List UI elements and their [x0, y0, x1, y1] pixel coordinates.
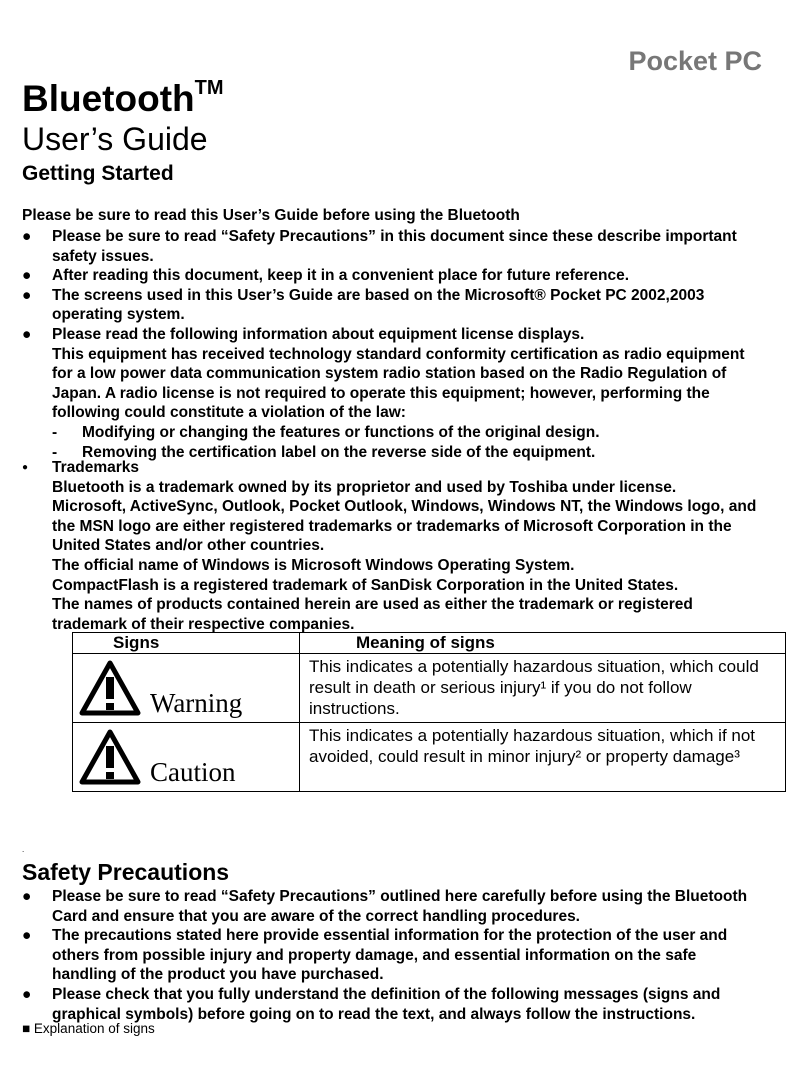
table-row — [73, 723, 786, 792]
list-item — [22, 266, 762, 286]
trademark-line: Microsoft, ActiveSync, Outlook, Pocket Outlook, Windows, Windows NT, the Windows logo, and the MSN logo are either registered trademarks or trademarks of Microsoft Corporation in the United States and/or other countries. — [52, 498, 757, 555]
sign-cell — [73, 723, 300, 792]
bullet-icon: ● — [22, 927, 32, 945]
trademarks-list — [22, 458, 762, 634]
column-header-signs: Signs — [73, 633, 300, 654]
list-item — [22, 325, 762, 462]
explanation-of-signs — [22, 1021, 155, 1036]
table-header-row — [73, 633, 786, 654]
square-bullet-icon: ■ — [22, 1021, 31, 1036]
bullet-icon: ● — [22, 267, 32, 285]
dash-marker: - — [52, 443, 58, 461]
trademark-line: Bluetooth is a trademark owned by its proprietor and used by Toshiba under license. — [52, 478, 677, 496]
title-main: Bluetooth — [22, 78, 195, 119]
caution-triangle-icon — [78, 728, 142, 786]
dash-text: Modifying or changing the features or functions of the original design. — [82, 423, 600, 441]
explanation-text: Explanation of signs — [33, 1021, 155, 1036]
page-title — [22, 78, 224, 120]
table-row — [73, 654, 786, 723]
warning-triangle-icon — [78, 659, 142, 717]
getting-started-list — [22, 227, 762, 462]
list-item — [22, 887, 762, 926]
bullet-icon: ● — [22, 325, 32, 343]
license-detail: This equipment has received technology standard conformity certification as radio equipment for a low power data communication system radio station based on the Radio Regulation of Japan. A radio license is not required to operate this equipment; however, performing the following could constitute a violation of the law: — [52, 345, 745, 422]
page-subtitle: User’s Guide — [22, 121, 208, 157]
bullet-text: Please be sure to read “Safety Precautions” outlined here carefully before using the Bluetooth Card and ensure that you are aware of the correct handling procedures. — [52, 888, 748, 925]
stray-mark: . — [22, 845, 25, 854]
bullet-icon: ● — [22, 462, 29, 473]
dash-marker: - — [52, 423, 58, 441]
section-heading-getting-started: Getting Started — [22, 162, 174, 185]
meaning-cell-warning: This indicates a potentially hazardous situation, which could result in death or serious injury¹ if you do not follow instructions. — [300, 654, 786, 723]
dash-item — [52, 423, 762, 443]
safety-list — [22, 887, 762, 1024]
meaning-cell-caution: This indicates a potentially hazardous situation, which if not avoided, could result in minor injury² or property damage³ — [300, 723, 786, 792]
bullet-text: Please read the following information about equipment license displays. — [52, 325, 585, 343]
header-product: Pocket PC — [628, 46, 762, 76]
bullet-icon: ● — [22, 985, 32, 1003]
trademark-line: The names of products contained herein are used as either the trademark or registered trademark of their respective companies. — [52, 596, 693, 633]
bullet-text: Please check that you fully understand the definition of the following messages (signs and graphical symbols) before going on to read the text, and always follow the instructions. — [52, 985, 721, 1023]
intro-text: Please be sure to read this User’s Guide before using the Bluetooth — [22, 207, 520, 224]
bullet-icon: ● — [22, 228, 32, 245]
bullet-icon: ● — [22, 286, 32, 304]
trademarks-item — [22, 458, 762, 634]
section-heading-safety: Safety Precautions — [22, 859, 230, 885]
list-item — [22, 926, 762, 985]
column-header-meaning: Meaning of signs — [300, 633, 786, 654]
sign-label-caution: Caution — [150, 757, 236, 787]
bullet-text: After reading this document, keep it in a convenient place for future reference. — [52, 267, 630, 285]
list-item — [22, 227, 762, 266]
bullet-text: The precautions stated here provide essential information for the protection of the user and others from possible injury and property damage, and essential information on the safe handling of the product you have purchased. — [52, 927, 728, 984]
trademark-line: The official name of Windows is Microsoft Windows Operating System. — [52, 556, 575, 574]
list-item — [22, 286, 762, 325]
bullet-text: The screens used in this User’s Guide are based on the Microsoft® Pocket PC 2002,2003 operating system. — [52, 286, 705, 324]
signs-table — [72, 632, 786, 792]
bullet-text: Please be sure to read “Safety Precautions” in this document since these describe important safety issues. — [52, 228, 737, 265]
trademarks-heading: Trademarks — [52, 459, 140, 476]
trademark-mark: TM — [194, 76, 224, 99]
sign-cell — [73, 654, 300, 723]
dash-text: Removing the certification label on the reverse side of the equipment. — [82, 443, 596, 461]
list-item — [22, 985, 762, 1024]
sign-label-warning: Warning — [150, 688, 243, 718]
trademark-line: CompactFlash is a registered trademark of SanDisk Corporation in the United States. — [52, 576, 679, 594]
bullet-icon: ● — [22, 888, 32, 905]
